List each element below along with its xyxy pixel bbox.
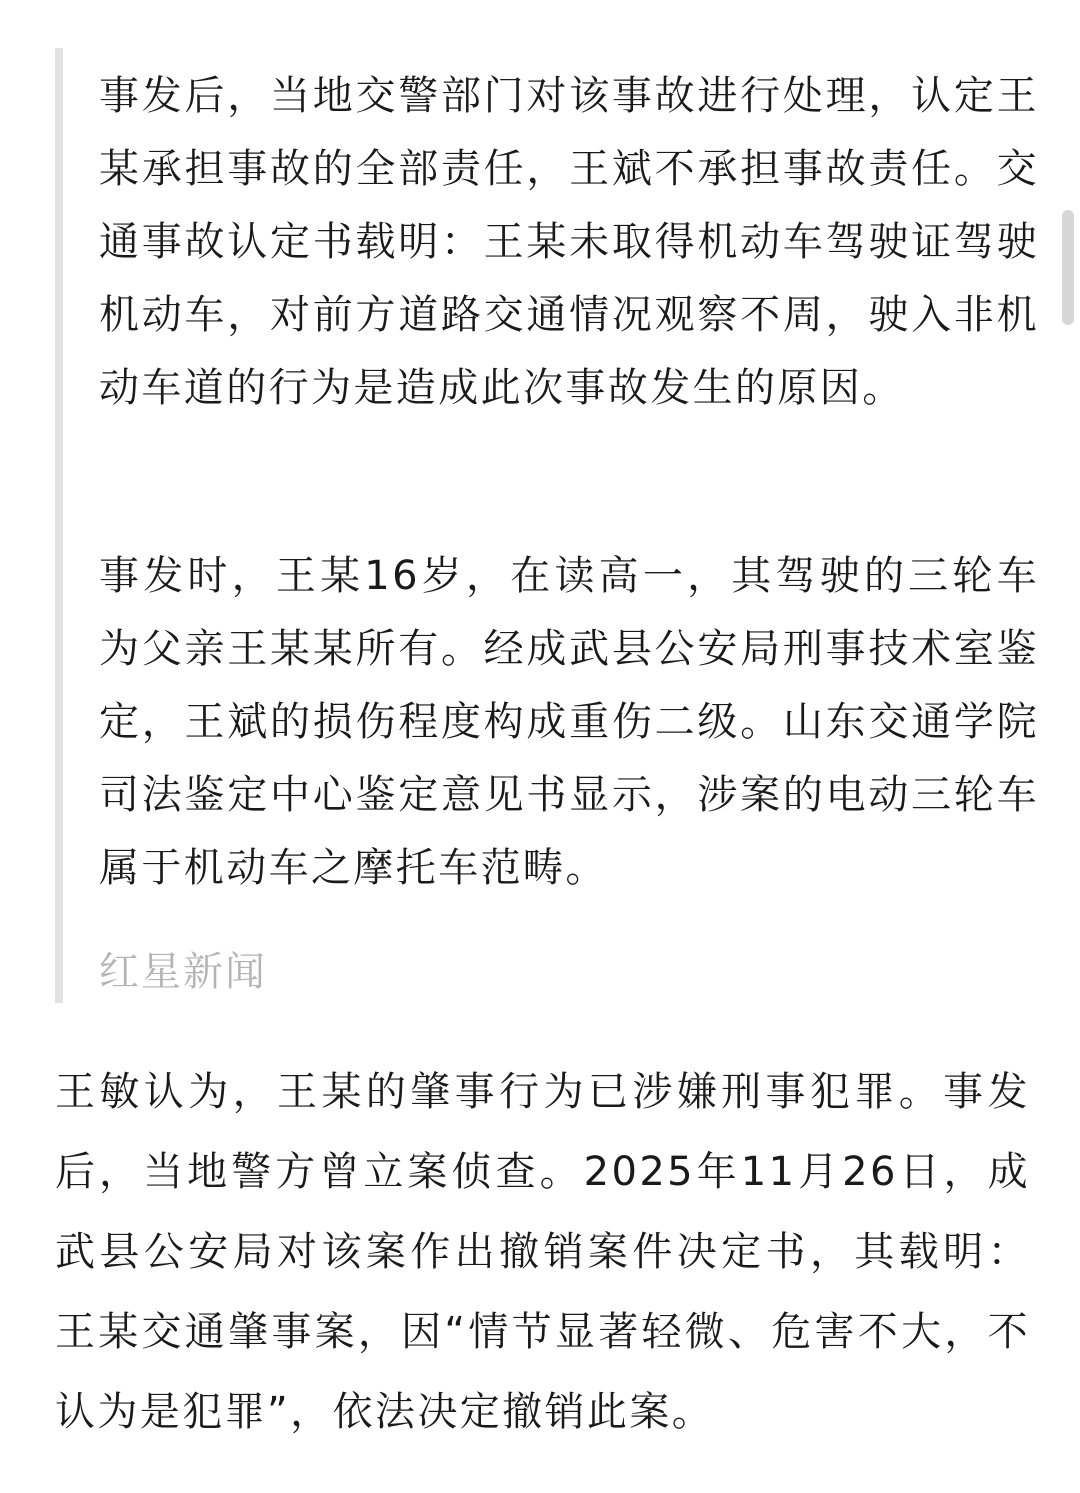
scrollbar-thumb[interactable] — [1062, 210, 1074, 325]
quote-source: 红星新闻 — [99, 949, 267, 995]
quote-paragraph-2: 事发时，王某16岁，在读高一，其驾驶的三轮车为父亲王某某所有。经成武县公安局刑事技术室鉴定，王斌的损伤程度构成重伤二级。山东交通学院司法鉴定中心鉴定意见书显示，涉案的电动三轮车属于机动车之摩托车范畴。 — [99, 553, 1039, 891]
body-paragraph: 王敏认为，王某的肇事行为已涉嫌刑事犯罪。事发后，当地警方曾立案侦查。2025年11月26日，成武县公安局对该案作出撤销案件决定书，其载明：王某交通肇事案，因“情节显著轻微、危害不大，不认为是犯罪”，依法决定撤销此案。 — [55, 1069, 1030, 1435]
quote-paragraph-1: 事发后，当地交警部门对该事故进行处理，认定王某承担事故的全部责任，王斌不承担事故责任。交通事故认定书载明：王某未取得机动车驾驶证驾驶机动车，对前方道路交通情况观察不周，驶入非机动车道的行为是造成此次事故发生的原因。 — [99, 73, 1039, 411]
quote-block — [55, 48, 1039, 1003]
